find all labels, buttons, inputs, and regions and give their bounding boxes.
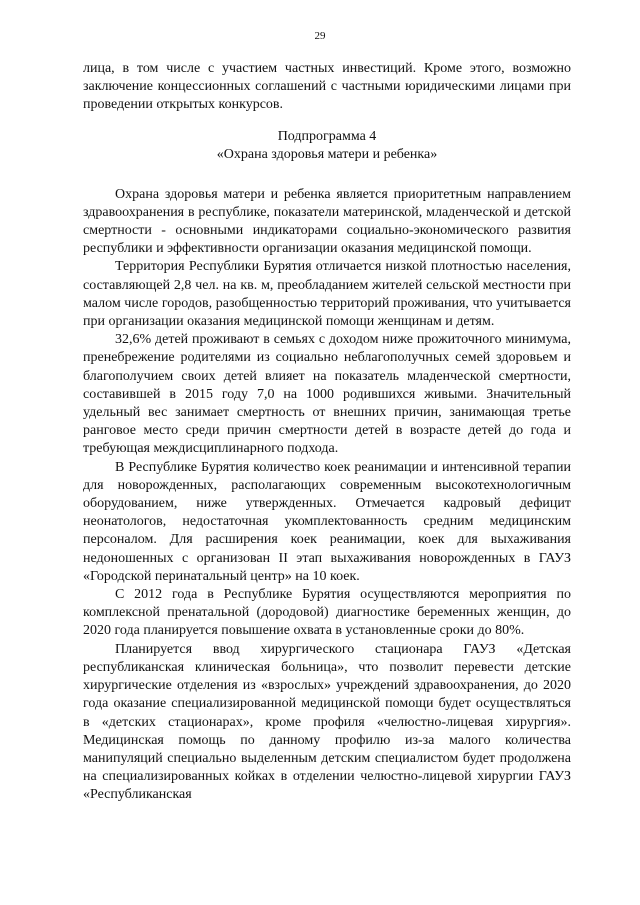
paragraph: В Республике Бурятия количество коек реанимации и интенсивной терапии для новорожденных, располагающих современным высокотехнологичным оборудованием, ниже утвержденных. Отмечается кадровый дефицит неонатологов, недостаточная укомплектованность средним медицинским персоналом. Для расширения коек реанимации, коек для выхаживания недоношенных с организован II этап выхаживания новорожденных в ГАУЗ «Городской перинатальный центр» на 10 коек. [83, 459, 571, 584]
paragraph: 32,6% детей проживают в семьях с доходом ниже прожиточного минимума, пренебрежение родителями из социально неблагополучных семей здоровьем и благополучием своих детей влияет на показатель младенческой смертности, составившей в 2015 году 7,0 на 1000 родившихся живыми. Значительный удельный вес занимает смертность от внешних причин, занимающая третье ранговое место среди причин смертности детей в возрасте детей до года и требующая междисциплинарного подхода. [83, 332, 571, 457]
heading-line-2: «Охрана здоровья матери и ребенка» [216, 146, 438, 162]
intro-paragraph: лица, в том числе с участием частных инвестиций. Кроме этого, возможно заключение концессионных соглашений с частными юридическими лицами при проведении открытых конкурсов. [83, 61, 571, 113]
paragraph: Планируется ввод хирургического стационара ГАУЗ «Детская республиканская клиническая больница», что позволит перевести детские хирургические отделения из «взрослых» учреждений здравоохранения, до 2020 года оказание специализированной медицинской помощи будет осуществляться в «детских стационарах», кроме профиля «челюстно-лицевая хирургия». Медицинская помощь по данному профилю из-за малого количества манипуляций специально выделенным детским специалистом будет продолжена на специализированных койках в отделении челюстно-лицевой хирургии ГАУЗ «Республиканская [83, 641, 571, 803]
subprogram-heading [83, 128, 571, 164]
page-number: 29 [314, 30, 326, 42]
paragraph: Охрана здоровья матери и ребенка является приоритетным направлением здравоохранения в республике, показатели материнской, младенческой и детской смертности - основными индикаторами социально-экономического развития республики и эффективности организации оказания медицинской помощи. [83, 186, 571, 257]
heading-line-1: Подпрограмма 4 [277, 128, 377, 144]
document-body [83, 60, 571, 805]
paragraph: Территория Республики Бурятия отличается низкой плотностью населения, составляющей 2,8 чел. на кв. м, преобладанием жителей сельской местности при малом числе городов, разобщенностью территорий проживания, что учитывается при организации оказания медицинской помощи женщинам и детям. [83, 259, 571, 330]
paragraph: С 2012 года в Республике Бурятия осуществляются мероприятия по комплексной пренатальной (дородовой) диагностике беременных женщин, до 2020 года планируется повышение охвата в установленные сроки до 80%. [83, 587, 571, 639]
